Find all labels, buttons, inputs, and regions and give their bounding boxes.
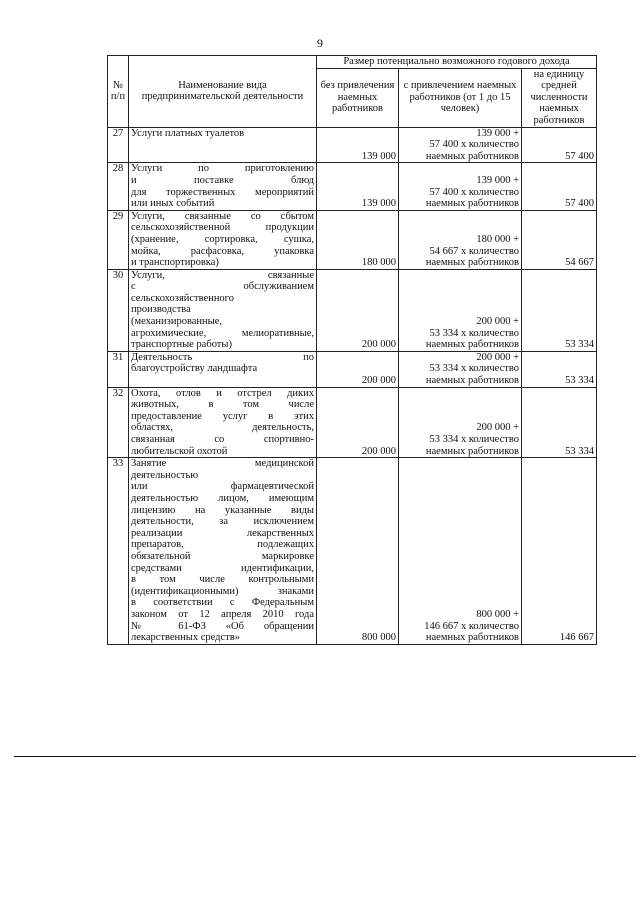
income-without-workers: 180 000 (317, 210, 399, 269)
income-without-workers: 200 000 (317, 387, 399, 458)
activity-name-line: деятельностью лицом, имеющим (131, 492, 314, 504)
income-with-workers-line: наемных работников (425, 632, 519, 644)
activity-name (129, 127, 317, 163)
income-with-workers-line: наемных работников (425, 150, 519, 162)
row-number: 33 (108, 458, 129, 645)
income-with-workers (399, 127, 522, 163)
table-row (108, 458, 597, 645)
income-with-workers (399, 458, 522, 645)
header-name: Наименование вида предпринимательской деятельности (129, 56, 317, 128)
table-row (108, 163, 597, 210)
activity-name-line: (механизированные, (131, 316, 222, 328)
header-per-unit: на единицу средней численности наемных работников (522, 68, 597, 127)
row-number: 28 (108, 163, 129, 210)
row-number: 30 (108, 269, 129, 351)
income-with-workers-line: 146 667 х количество (424, 620, 519, 632)
activity-name-line: законом от 12 апреля 2010 года (131, 608, 314, 620)
activity-name-line: или фармацевтической (131, 481, 314, 493)
income-per-unit: 54 667 (522, 210, 597, 269)
activity-name-line: благоустройству ландшафта (131, 363, 258, 375)
activity-name (129, 458, 317, 645)
activity-name-line: препаратов, подлежащих (131, 539, 314, 551)
row-number: 27 (108, 127, 129, 163)
activity-name-line: (хранение, сортировка, сушка, (131, 233, 314, 245)
activity-name-line: деятельностью (131, 469, 199, 481)
bottom-divider (14, 756, 636, 757)
table-row (108, 210, 597, 269)
income-with-workers (399, 210, 522, 269)
page-number: 9 (317, 36, 323, 50)
header-income-group: Размер потенциально возможного годового дохода (317, 56, 597, 69)
activity-name-line: и транспортировка) (131, 257, 219, 269)
header-without-workers: без привлечения наемных работников (317, 68, 399, 127)
activity-name-line: мойка, расфасовка, упаковка (131, 245, 314, 257)
income-per-unit: 53 334 (522, 269, 597, 351)
activity-name-line: или иных событий (131, 198, 215, 210)
income-without-workers: 139 000 (317, 127, 399, 163)
income-with-workers-line: наемных работников (425, 257, 519, 269)
income-with-workers-line: 53 334 х количество (429, 363, 519, 375)
activity-name-line: средствами идентификации, (131, 562, 314, 574)
activity-name-line: реализации лекарственных (131, 527, 314, 539)
activity-name-line: областях, деятельность, (131, 422, 314, 434)
income-with-workers (399, 163, 522, 210)
activity-name-line: Услуги по приготовлению (131, 163, 314, 175)
table-row (108, 351, 597, 387)
income-per-unit: 57 400 (522, 127, 597, 163)
table-row (108, 269, 597, 351)
activity-name-line: (идентификационными) знаками (131, 585, 314, 597)
activity-name-line: лекарственных средств» (131, 632, 240, 644)
income-with-workers-line: наемных работников (425, 339, 519, 351)
income-per-unit: 57 400 (522, 163, 597, 210)
table-row (108, 387, 597, 458)
income-with-workers-line: 200 000 + (476, 316, 519, 328)
header-with-workers: с привлечением наемных работников (от 1 до 15 человек) (399, 68, 522, 127)
activity-name-line: Охота, отлов и отстрел диких (131, 387, 314, 399)
activity-name-line: Занятие медицинской (131, 458, 314, 470)
income-with-workers-line: 53 334 х количество (429, 327, 519, 339)
activity-name (129, 163, 317, 210)
activity-name-line: транспортные работы) (131, 339, 232, 351)
income-with-workers-line: 139 000 + (476, 174, 519, 186)
activity-name-line: животных, в том числе (131, 399, 314, 411)
activity-name-line: с обслуживанием (131, 281, 314, 293)
activity-name (129, 351, 317, 387)
income-with-workers-line: наемных работников (425, 445, 519, 457)
row-number: 31 (108, 351, 129, 387)
income-with-workers (399, 351, 522, 387)
header-num: № п/п (108, 56, 129, 128)
income-with-workers (399, 269, 522, 351)
income-with-workers-line: наемных работников (425, 198, 519, 210)
table-body (108, 127, 597, 644)
income-per-unit: 146 667 (522, 458, 597, 645)
activity-name-line: Услуги, связанные (131, 269, 314, 281)
activity-name (129, 269, 317, 351)
activity-name-line: агрохимические, мелиоративные, (131, 327, 314, 339)
activity-name (129, 210, 317, 269)
income-with-workers-line: 53 334 х количество (429, 434, 519, 445)
income-with-workers-line: 57 400 х количество (429, 139, 519, 151)
table-header (108, 56, 597, 128)
activity-name-line: сельскохозяйственного (131, 292, 234, 304)
income-per-unit: 53 334 (522, 351, 597, 387)
income-with-workers-line: наемных работников (425, 375, 519, 387)
activity-name-line: № 61-ФЗ «Об обращении (131, 620, 314, 632)
income-without-workers: 800 000 (317, 458, 399, 645)
activity-name-line: предоставление услуг в этих (131, 410, 314, 422)
income-with-workers-line: 200 000 + (476, 422, 519, 434)
income-without-workers: 200 000 (317, 351, 399, 387)
activity-name-line: в том числе контрольными (131, 574, 314, 586)
activity-name-line: в соответствии с Федеральным (131, 597, 314, 609)
activity-name-line: Услуги, связанные со сбытом (131, 210, 314, 222)
income-per-unit: 53 334 (522, 387, 597, 458)
income-without-workers: 200 000 (317, 269, 399, 351)
income-with-workers-line: 200 000 + (476, 351, 519, 363)
activity-name-line: Деятельность по (131, 351, 314, 363)
table-row (108, 127, 597, 163)
row-number: 29 (108, 210, 129, 269)
income-with-workers-line: 180 000 + (476, 233, 519, 245)
income-without-workers: 139 000 (317, 163, 399, 210)
income-with-workers (399, 387, 522, 458)
row-number: 32 (108, 387, 129, 458)
activity-name-line: деятельности, за исключением (131, 516, 314, 528)
activity-name-line: обязательной маркировке (131, 550, 314, 562)
income-with-workers-line: 54 667 х количество (429, 245, 519, 257)
income-table (107, 55, 597, 645)
activity-name-line: связанная со спортивно- (131, 434, 314, 445)
activity-name-line: производства (131, 304, 191, 316)
activity-name (129, 387, 317, 458)
activity-name-line: для торжественных мероприятий (131, 186, 314, 198)
activity-name-line: сельскохозяйственной продукции (131, 222, 314, 234)
income-with-workers-line: 800 000 + (476, 608, 519, 620)
activity-name-line: и поставке блюд (131, 174, 314, 186)
income-with-workers-line: 57 400 х количество (429, 186, 519, 198)
activity-name-line: Услуги платных туалетов (131, 127, 245, 139)
activity-name-line: любительской охотой (131, 445, 228, 457)
income-with-workers-line: 139 000 + (476, 127, 519, 139)
activity-name-line: лицензию на указанные виды (131, 504, 314, 516)
